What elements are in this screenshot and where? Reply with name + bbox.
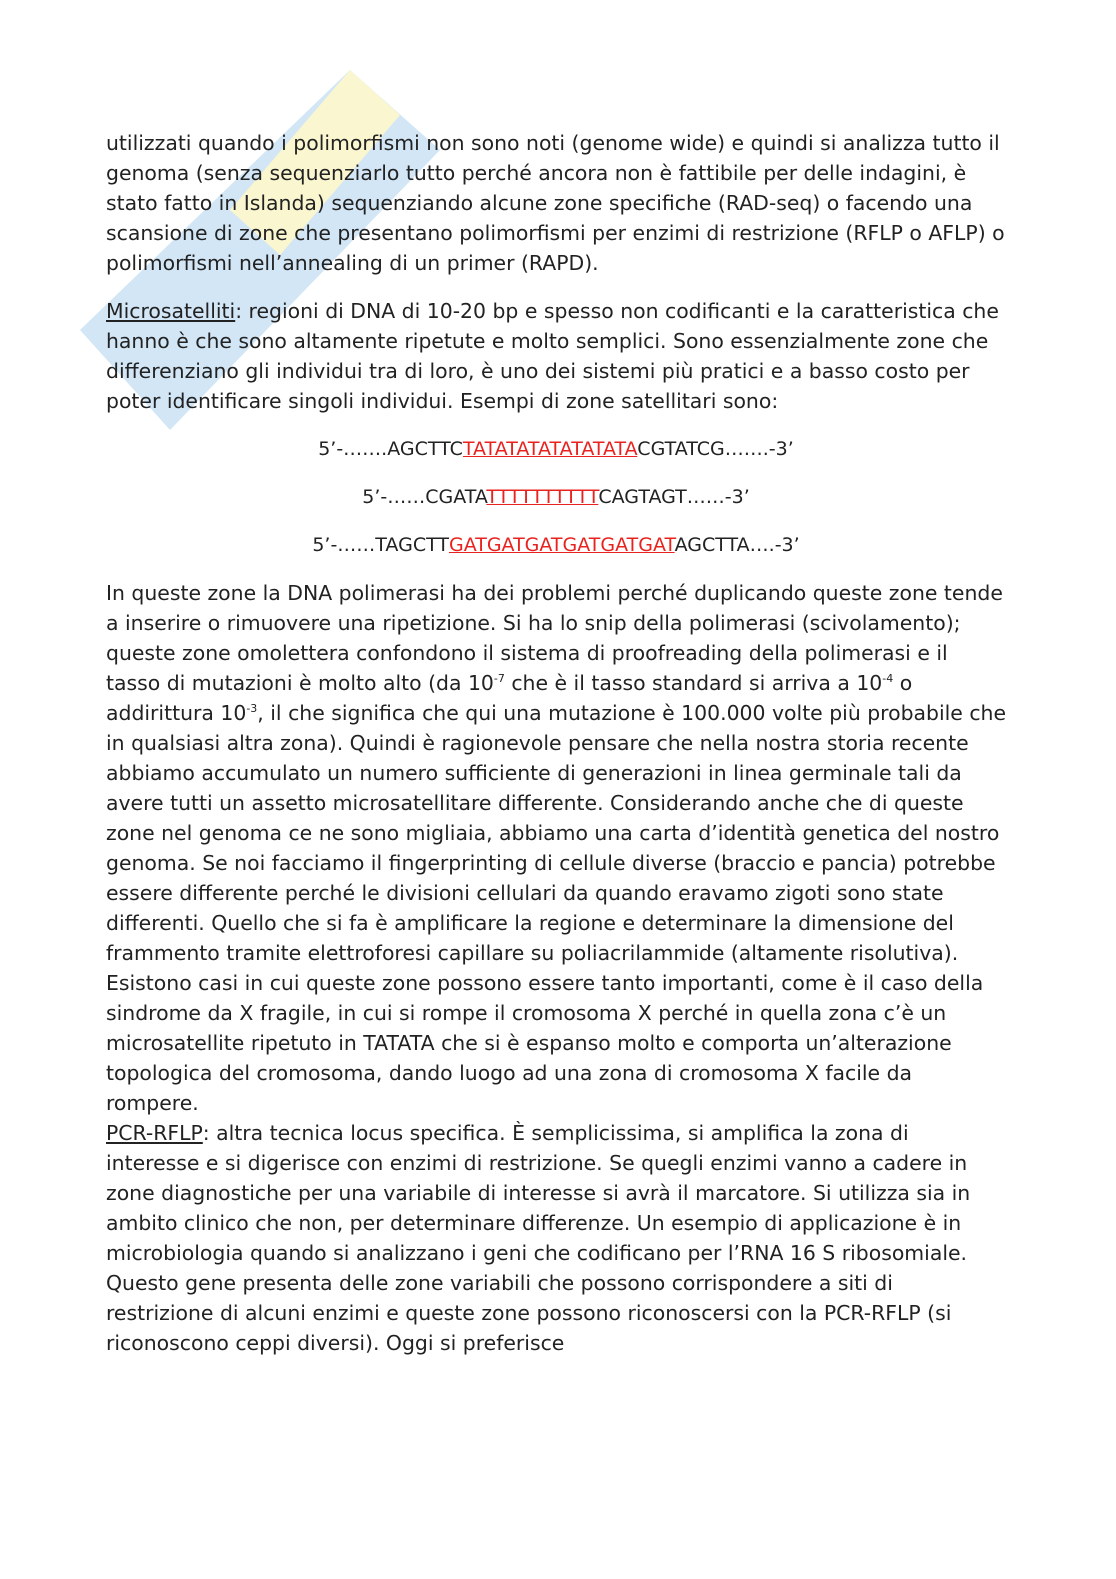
- sequence-example-1: 5’-…….AGCTTCTATATATATATATATACGTATCG…….-3’: [318, 438, 794, 460]
- polymerase-paragraph: In queste zone la DNA polimerasi ha dei problemi perché duplicando queste zone tende a inserire o rimuovere una ripetizione. Si ha lo snip della polimerasi (scivolamento); queste zone omolettera confondono il sistema di proofreading della polimerasi e il tasso di mutazioni è molto alto (da $10^{-7}$ che è il tasso standard si arriva a $10^{-4}$ o addirittura $10^{-3}$, il che significa che qui una mutazione è 100.000 volte più probabile che in qualsiasi altra zona). Quindi è ragionevole pensare che nella nostra storia recente abbiamo accumulato un numero sufficiente di generazioni in linea germinale tali da avere tutti un assetto microsatellitare differente. Considerando anche che di queste zone nel genoma ce ne sono migliaia, abbiamo una carta d’identità genetica del nostro genoma. Se noi facciamo il fingerprinting di cellule diverse (braccio e pancia) potrebbe essere differente perché le divisioni cellulari da quando eravamo zigoti sono state differenti. Quello che si fa è amplificare la regione e determinare la dimensione del frammento tramite elettroforesi capillare su poliacrilammide (altamente risolutiva). Esistono casi in cui queste zone possono essere tanto importanti, come è il caso della sindrome da X fragile, in cui si rompe il cromosoma X perché in quella zona c’è un microsatellite ripetuto in TATATA che si è espanso molto e comporta un’alterazione topologica del cromosoma, dando luogo ad una zona di cromosoma X facile da rompere.: [106, 581, 1006, 1115]
- repeat-region: GATGATGATGATGATGAT: [448, 534, 675, 556]
- microsatellites-term: Microsatelliti: [106, 299, 236, 323]
- intro-paragraph: utilizzati quando i polimorfismi non sono noti (genome wide) e quindi si analizza tutto il genoma (senza sequenziarlo tutto perché ancora non è fattibile per delle indagini, è stato fatto in Islanda) sequenziando alcune zone specifiche (RAD-seq) o facendo una scansione di zone che presentano polimorfismi per enzimi di restrizione (RFLP o AFLP) o polimorfismi nell’annealing di un primer (RAPD).: [106, 131, 1005, 275]
- sequence-example-2: 5’-……CGATATTTTTTTTTTCAGTAGT……-3’: [362, 486, 750, 508]
- pcr-rflp-term: PCR-RFLP: [106, 1121, 203, 1145]
- microsatellites-paragraph: [106, 296, 1006, 416]
- pcr-rflp-paragraph: [106, 1118, 1006, 1358]
- repeat-region: TATATATATATATATA: [462, 438, 638, 460]
- repeat-region: TTTTTTTTTT: [486, 486, 599, 508]
- microsatellites-text: : regioni di DNA di 10-20 bp e spesso non codificanti e la caratteristica che hanno è che sono altamente ripetute e molto semplici. Sono essenzialmente zone che differenziano gli individui tra di loro, è uno dei sistemi più pratici e a basso costo per poter identificare singoli individui. Esempi di zone satellitari sono:: [106, 299, 999, 413]
- pcr-rflp-text: : altra tecnica locus specifica. È semplicissima, si amplifica la zona di interesse e si digerisce con enzimi di restrizione. Se quegli enzimi vanno a cadere in zone diagnostiche per una variabile di interesse si avrà il marcatore. Si utilizza sia in ambito clinico che non, per determinare differenze. Un esempio di applicazione è in microbiologia quando si analizzano i geni che codificano per l’RNA 16 S ribosomiale. Questo gene presenta delle zone variabili che possono corrispondere a siti di restrizione di alcuni enzimi e queste zone possono riconoscersi con la PCR-RFLP (si riconoscono ceppi diversi). Oggi si preferisce: [106, 1121, 971, 1355]
- sequence-example-3: 5’-……TAGCTTGATGATGATGATGATGATAGCTTA….-3’: [312, 534, 800, 556]
- document-body: [106, 128, 1006, 1358]
